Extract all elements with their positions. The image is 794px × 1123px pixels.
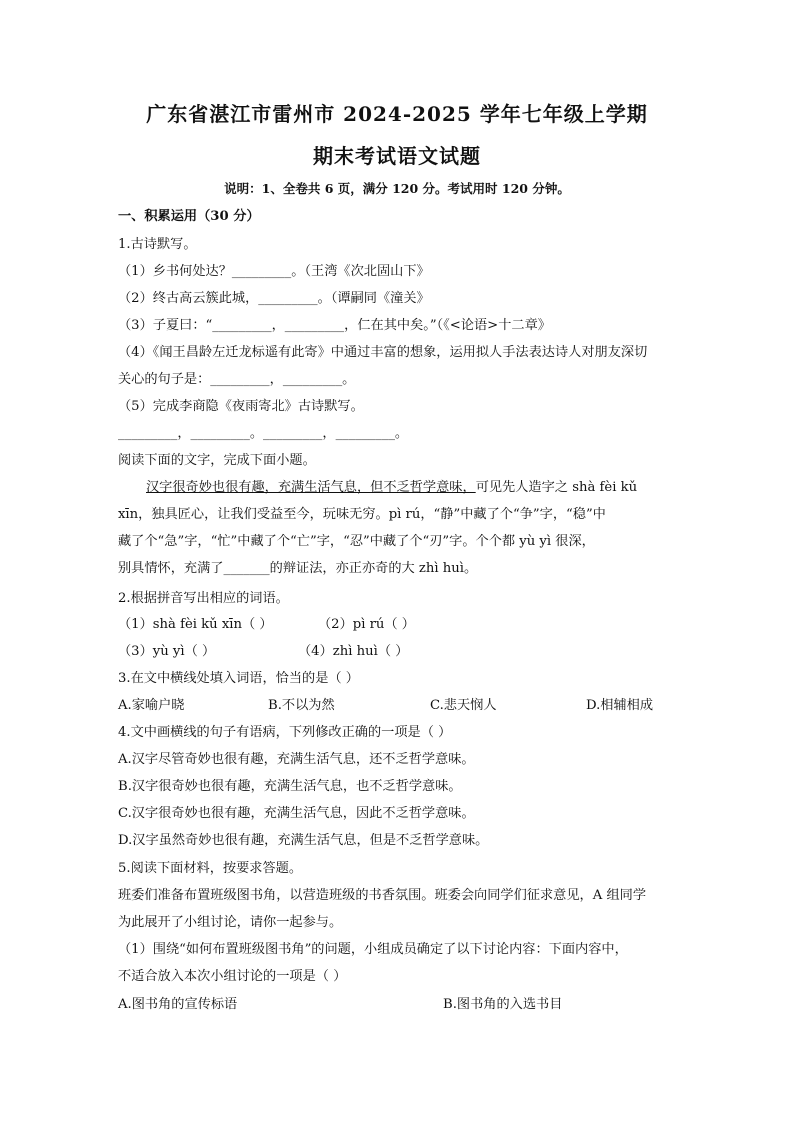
q4-option-d: D.汉字虽然奇妙也很有趣，充满生活气息，但是不乏哲学意味。 [118, 833, 489, 848]
q4-option-c: C.汉字很奇妙也很有趣，充满生活气息，因此不乏哲学意味。 [118, 806, 475, 821]
passage-intro: 阅读下面的文字，完成下面小题。 [118, 453, 316, 468]
q1-stem: 1.古诗默写。 [118, 237, 197, 252]
section-heading: 一、积累运用（30 分） [118, 209, 260, 224]
q2-item-4: （4）zhì huì（ ） [298, 644, 409, 659]
q3-option-a: A.家喻户晓 [118, 698, 185, 713]
q1-item-4: （4）《闻王昌龄左迁龙标遥有此寄》中通过丰富的想象，运用拟人手法表达诗人对朋友深切 [118, 345, 648, 360]
q1-item-5-blanks: _________，_________。_________，_________。 [118, 426, 409, 441]
exam-title: 广东省湛江市雷州市 2024-2025 学年七年级上学期 [146, 102, 648, 126]
exam-subtitle: 期末考试语文试题 [313, 144, 481, 168]
exam-instructions: 说明：1、全卷共 6 页，满分 120 分。考试用时 120 分钟。 [224, 181, 570, 196]
q1-item-1: （1）乡书何处达？_________。（王湾《次北固山下》 [118, 264, 430, 279]
q4-option-a: A.汉字尽管奇妙也很有趣，充满生活气息，还不乏哲学意味。 [118, 752, 475, 767]
q1-item-4-cont: 关心的句子是：_________，_________。 [118, 372, 356, 387]
q2-item-2: （2）pì rú（ ） [318, 617, 415, 632]
q1-item-2: （2）终古高云簇此城，_________。（谭嗣同《潼关》 [118, 291, 430, 306]
q3-option-c: C.悲天悯人 [430, 698, 497, 713]
q5-stem: 5.阅读下面材料，按要求答题。 [118, 861, 303, 876]
q1-item-5: （5）完成李商隐《夜雨寄北》古诗默写。 [118, 399, 364, 414]
q3-option-b: B.不以为然 [268, 698, 335, 713]
passage-line-3: 藏了个“急”字，“忙”中藏了个“亡”字，“忍”中藏了个“刃”字。个个都 yù yì 很深， [118, 534, 595, 549]
q5-material-2: 为此展开了小组讨论，请你一起参与。 [118, 915, 343, 930]
q1-item-3: （3）子夏曰：“_________，_________，仁在其中矣。”（《<论语>十二章》 [118, 318, 551, 333]
q5-option-b: B.图书角的入选书目 [443, 997, 563, 1012]
q5-sub1-line1: （1）围绕“如何布置班级图书角”的问题，小组成员确定了以下讨论内容：下面内容中， [118, 942, 628, 957]
q5-material-1: 班委们准备布置班级图书角，以营造班级的书香氛围。班委会向同学们征求意见，A 组同学 [118, 888, 647, 903]
passage-line-4: 别具情怀，充满了_______的辩证法，亦正亦奇的大 zhì huì。 [118, 561, 478, 576]
passage-line-1-rest: 可见先人造字之 shà fèi kǔ [475, 480, 638, 495]
passage-line-1 [146, 479, 637, 497]
q5-option-a: A.图书角的宣传标语 [118, 997, 238, 1012]
q3-option-d: D.相辅相成 [586, 698, 654, 713]
passage-line-2: xīn，独具匠心，让我们受益至今，玩味无穷。pì rú，“静”中藏了个“争”字，“稳”中 [118, 507, 606, 522]
q2-stem: 2.根据拼音写出相应的词语。 [118, 591, 289, 606]
q3-stem: 3.在文中横线处填入词语，恰当的是（ ） [118, 671, 359, 686]
q5-sub1-line2: 不适合放入本次小组讨论的一项是（ ） [118, 969, 347, 984]
q2-item-3: （3）yù yì（ ） [118, 644, 216, 659]
q4-stem: 4.文中画横线的句子有语病，下列修改正确的一项是（ ） [118, 725, 452, 740]
q4-option-b: B.汉字很奇妙也很有趣，充满生活气息，也不乏哲学意味。 [118, 779, 462, 794]
underlined-sentence: 汉字很奇妙也很有趣，充满生活气息，但不乏哲学意味， [146, 480, 476, 495]
q2-item-1: （1）shà fèi kǔ xīn（ ） [118, 617, 273, 632]
